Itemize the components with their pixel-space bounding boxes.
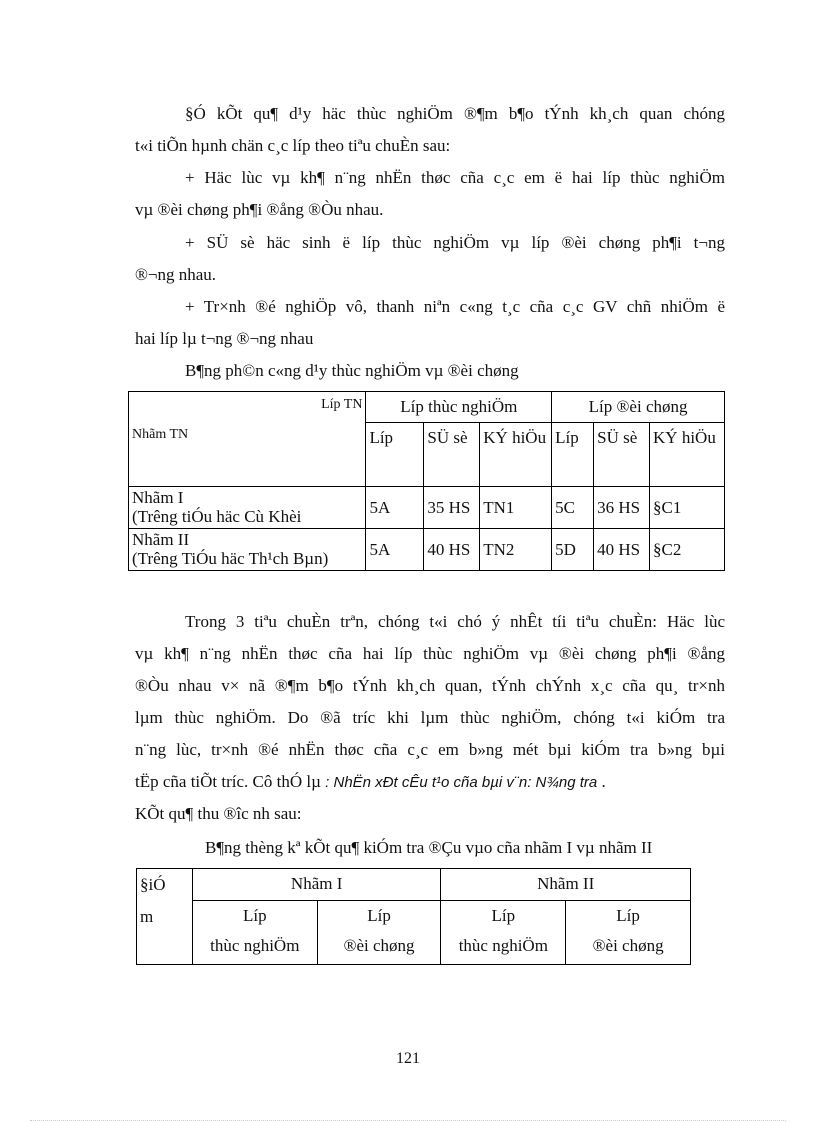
cell: 35 HS: [424, 487, 480, 529]
italic-run: : NhËn xÐt cÊu t¹o cña bµi v¨n: N¾ng tra: [325, 774, 598, 791]
paragraph-line: vµ kh¶ n¨ng nhËn thøc cña hai líp thùc nghiÖm vµ ®èi chøng ph¶i ®ång: [135, 644, 725, 663]
sub-header: Líp: [552, 423, 594, 487]
school-name: (Trêng TiÓu häc Th¹ch Bµn): [132, 549, 329, 568]
cell: §C1: [650, 487, 725, 529]
paragraph-line: §Ó kÕt qu¶ d¹y häc thùc nghiÖm ®¶m b¶o tÝnh kh¸ch quan chóng: [185, 104, 725, 123]
diem-label-top: §iÓ: [140, 875, 166, 894]
results-table: [136, 868, 691, 965]
cell: 5C: [552, 487, 594, 529]
header-group-2: Nhãm II: [441, 869, 691, 901]
sub-header: KÝ hiÖu: [480, 423, 552, 487]
paragraph-line: KÕt qu¶ thu ®îc nh sau:: [135, 804, 302, 823]
paragraph-line: lµm thùc nghiÖm. Do ®ã tríc khi lµm thùc nghiÖm, chóng t«i kiÓm tra: [135, 708, 725, 727]
table-caption: B¶ng ph©n c«ng d¹y thùc nghiÖm vµ ®èi chøng: [185, 361, 519, 380]
text-run: tËp cña tiÕt tríc. Cô thÓ lµ: [135, 772, 321, 791]
header-group-dc: Líp ®èi chøng: [552, 392, 725, 423]
page-number: 121: [396, 1050, 420, 1067]
paragraph-line: hai líp lµ t¬ng ®¬ng nhau: [135, 329, 314, 348]
sub-header: [566, 901, 691, 965]
paragraph-line: + Häc lùc vµ kh¶ n¨ng nhËn thøc cña c¸c em ë hai líp thùc nghiÖm: [185, 168, 725, 187]
paragraph-line: Trong 3 tiªu chuÈn trªn, chóng t«i chó ý nhÊt tíi tiªu chuÈn: Häc lùc: [185, 612, 725, 631]
footer-divider: [30, 1120, 786, 1121]
paragraph-line: ®Òu nhau v× nã ®¶m b¶o tÝnh kh¸ch quan, tÝnh chÝnh x¸c cña qu¸ tr×nh: [135, 676, 725, 695]
sub-header: SÜ sè: [424, 423, 480, 487]
sub-line: thùc nghiÖm: [458, 936, 548, 955]
table-row: [129, 529, 725, 571]
paragraph-line: vµ ®èi chøng ph¶i ®ång ®Òu nhau.: [135, 200, 384, 219]
corner-cell: [129, 392, 366, 487]
sub-line: Líp: [367, 906, 391, 925]
assignment-table: [128, 391, 725, 571]
school-name: (Trêng tiÓu häc Cù Khèi: [132, 507, 302, 526]
sub-header: SÜ sè: [594, 423, 650, 487]
header-group-1: Nhãm I: [192, 869, 441, 901]
table-row: [129, 487, 725, 529]
paragraph-line: t«i tiÕn hµnh chän c¸c líp theo tiªu chuÈn sau:: [135, 136, 451, 155]
sub-header: Líp: [366, 423, 424, 487]
cell: 40 HS: [424, 529, 480, 571]
paragraph-line: tËp cña tiÕt tríc. Cô thÓ lµ : NhËn xÐt cÊu t¹o cña bµi v¨n: N¾ng tra .: [135, 772, 606, 791]
cell: TN2: [480, 529, 552, 571]
paragraph-line: ®¬ng nhau.: [135, 265, 217, 284]
diem-cell: [137, 869, 193, 965]
table-caption: B¶ng thèng kª kÕt qu¶ kiÓm tra ®Çu vµo cña nhãm I vµ nhãm II: [205, 838, 653, 857]
cell: §C2: [650, 529, 725, 571]
sub-line: Líp: [491, 906, 516, 925]
paragraph-line: + SÜ sè häc sinh ë líp thùc nghiÖm vµ líp ®èi chøng ph¶i t¬ng: [185, 233, 725, 252]
header-group-tn: Líp thùc nghiÖm: [366, 392, 552, 423]
corner-bottom-label: Nhãm TN: [132, 427, 189, 442]
cell: TN1: [480, 487, 552, 529]
sub-header: KÝ hiÖu: [650, 423, 725, 487]
cell: 40 HS: [594, 529, 650, 571]
sub-line: Líp: [616, 906, 640, 925]
sub-line: Líp: [242, 906, 267, 925]
sub-line: ®èi chøng: [592, 936, 664, 955]
cell: 5A: [366, 487, 424, 529]
corner-top-label: Líp TN: [321, 397, 363, 412]
sub-line: thùc nghiÖm: [210, 936, 300, 955]
group-cell: [129, 487, 366, 529]
paragraph-line: n¨ng lùc, tr×nh ®é nhËn thøc cña c¸c em b»ng mét bµi kiÓm tra b»ng bµi: [135, 740, 725, 759]
sub-header: [192, 901, 317, 965]
group-cell: [129, 529, 366, 571]
sub-line: ®èi chøng: [343, 936, 415, 955]
sub-header: [317, 901, 441, 965]
cell: 5A: [366, 529, 424, 571]
group-name: Nhãm II: [132, 530, 190, 549]
cell: 36 HS: [594, 487, 650, 529]
cell: 5D: [552, 529, 594, 571]
paragraph-line: + Tr×nh ®é nghiÖp vô, thanh niªn c«ng t¸c cña c¸c GV chñ nhiÖm ë: [185, 297, 725, 316]
sub-header: [441, 901, 566, 965]
group-name: Nhãm I: [132, 488, 184, 507]
diem-label-bottom: m: [140, 907, 154, 926]
